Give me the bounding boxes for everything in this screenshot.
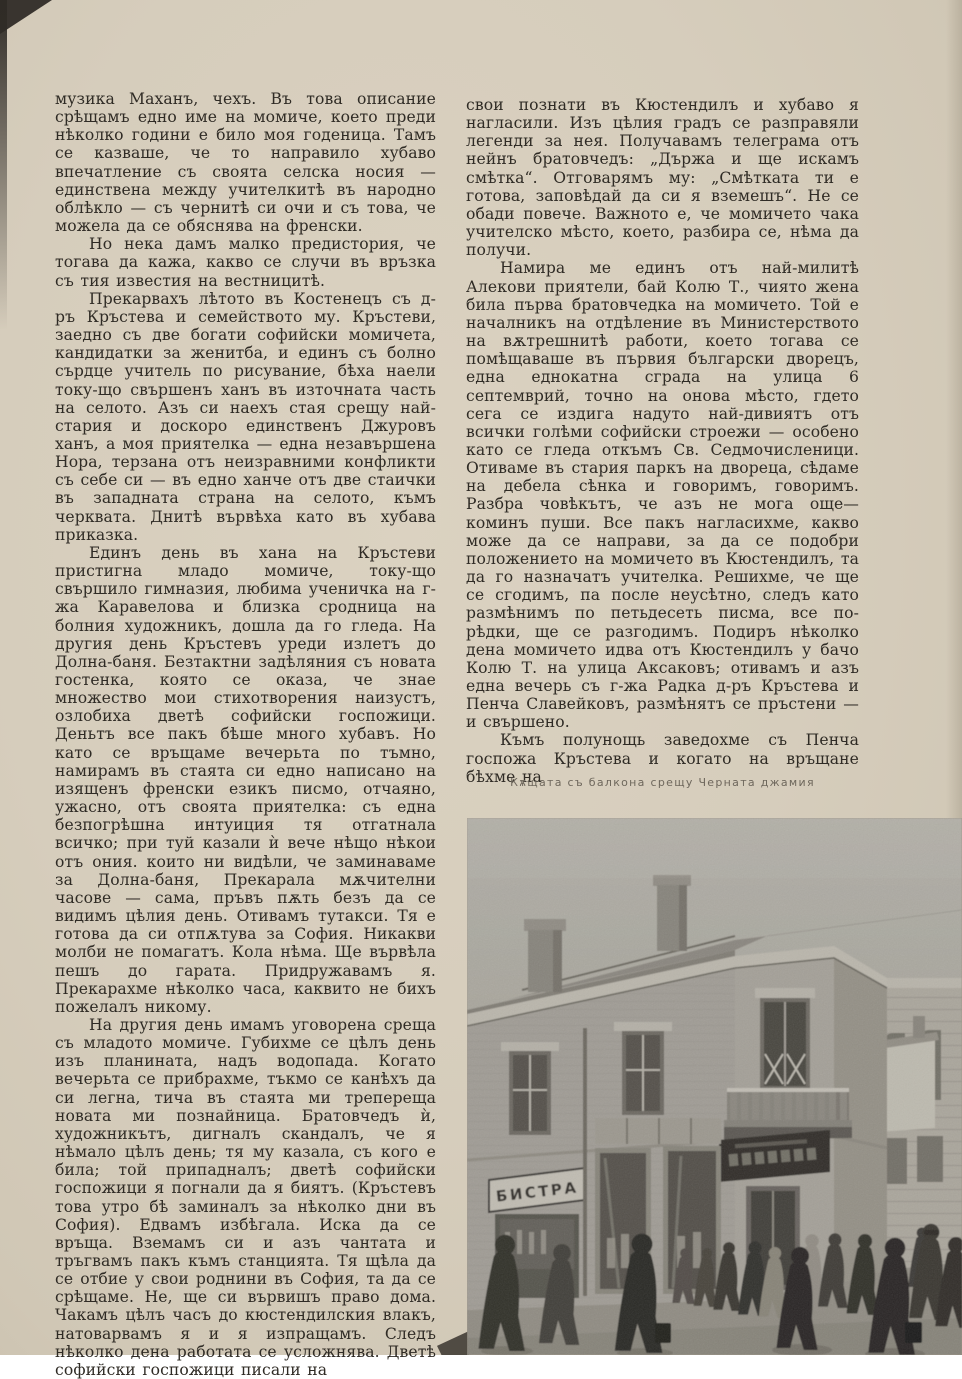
paragraph: Прекарвахъ лѣтото въ Костенецъ съ д-ръ Кръстева и семейството му. Кръстеви, заедно съ две богати софийски момичета, кандидатки за женитба, и единъ съ болно сърдце учитель по рисувание, бѣха наели току-що свършенъ ханъ въ източната часть на селото. Азъ си наехъ стая срещу най-стария и доскоро единственъ Джуровъ ханъ, а моя приятелка — една незавършена Нора, терзана отъ неизравними конфликти съ себе си — въ едно ханче отъ две стаички въ западната страна на селото, къмъ черквата. Днитѣ вървѣха като въ хубава приказка.: [55, 289, 436, 544]
bistra-sign-label: БИСТРА: [495, 1178, 580, 1206]
photo-caption: Кѫщата съ балкона срещу Черната джамия: [510, 776, 815, 789]
paragraph: На другия день имамъ уговорена среща съ младото момиче. Губихме се цѣлъ день изъ планината, надъ водопада. Когато вечерьта се прибрахме, тъкмо се канѣхъ да си легна, тича въ стаята ми трепереща новата ми познайница. Братовчедъ ѝ, художникътъ, дигналъ скандалъ, че я нѣмало цѣлъ день; тя му казала, съ кого е била; той припадналъ; дветѣ софийски госпожици я погнали да я биятъ. (Кръстевъ това утро бѣ заминалъ за нѣколко дни въ София). Едвамъ избѣгала. Иска да се връща. Вземамъ си и азъ чантата и тръгвамъ пакъ къмъ станцията. Тя щѣла да се отбие у свои роднини въ София, та да се срѣщаме. Не, ще си вървишъ право дома. Чакамъ цѣлъ часъ до кюстендилския влакъ, натоварвамъ я и я изпращамъ. Следъ нѣколко дена работата се усложнява. Дветѣ софийски госпожици писали на: [55, 1015, 436, 1379]
photo-grain: [467, 818, 962, 1355]
paragraph: свои познати въ Кюстендилъ и хубаво я нагласили. Изъ цѣлия градъ се разправяли легенди за нея. Получавамъ телеграма отъ нейнъ братовчедъ: „Държа и ще искамъ смѣтка“. Отговарямъ му: „Смѣтката ти е готова, заповѣдай да си я вземешъ“. Не се обади повече. Важното е, че момичето чака учителско мѣсто, което, разбира се, нѣма да получи.: [466, 96, 859, 260]
paragraph: музика Маханъ, чехъ. Въ това описание срѣщамъ едно име на момиче, което преди нѣколко години е било моя годеница. Тамъ се казваше, че то направило хубаво впечатление съ своята селска носия — единствена между учителкитѣ въ народно облѣкло — съ чернитѣ си очи и съ това, че можела да се обяснява на френски.: [55, 90, 436, 236]
left-text-column: [55, 90, 436, 1379]
paragraph: Намира ме единъ отъ най-милитѣ Алекови приятели, бай Колю Т., чиято жена била първа братовчедка на момичето. Той е началникъ на отдѣление въ Министерството на вѫтрешнитѣ работи, което тогава се помѣщаваше въ първия български дворецъ, една еднокатна сграда на улица 6 септемврий, точно на онова мѣсто, гдето сега се издига надуто най-дивиятъ отъ всички голѣми софийски строежи — особено като се гледа откъмъ Св. Седмочисленици. Отиваме въ стария паркъ на двореца, сѣдаме на дебела сѣнка и говоримъ, говоримъ. Разбра човѣкътъ, че азъ не мога още—коминъ пуши. Все пакъ нагласихме, какво може да се направи, за да се подобри положението на момичето въ Кюстендилъ, та да го назначатъ учителка. Решихме, че ще се сгодимъ, па после неусѣтно, следъ като размѣнимъ по петьдесеть писма, все по-рѣдки, ще се разгодимъ. Подиръ нѣколко дена момичето идва отъ Кюстендилъ у бачо Колю Т. на улица Аксаковъ; отивамъ и азъ една вечерь съ г-жа Радка д-ръ Кръстева и Пенча Славейковъ, размѣнятъ се пръстени — и свършено.: [466, 259, 859, 732]
paragraph: Къмъ полунощь заведохме съ Пенча госпожа Кръстева и когато на връщане бѣхме на: [466, 731, 859, 786]
paragraph: Единъ день въ хана на Кръстеви пристигна младо момиче, току-що свършило гимназия, любима ученичка на г-жа Каравелова и близка сродница на болния художникъ, дошла да го гледа. На другия день Кръстевъ уреди излетъ до Долна-баня. Безтактни задѣляния съ новата гостенка, която се оказа, че знае множество мои стихотворения наизустъ, озлобиха дветѣ софийски госпожици. Деньтъ все пакъ бѣше много хубавъ. Но като се връщаме вечерьта по тъмно, намирамъ въ стаята си едно написано на изященъ френски езикъ писмо, отчаяно, ужасно, отъ своята приятелка: съ една безпогрѣшна интуиция тя отгатнала всичко; при туй казали ѝ вече нѣщо нѣкои отъ ония. които ни видѣли, че заминаваме за Долна-баня, Прекарала мѫчителни часове — сама, пръвъ пѫть безъ да се видимъ цѣлия день. Отивамъ тутакси. Тя е готова да си отпѫтува за София. Никакви молби не помагатъ. Кола нѣма. Ще вървѣла пешъ до гарата. Придружавамъ я. Прекарахме нѣколко часа, каквито не бихъ пожелалъ никому.: [55, 543, 436, 1016]
paragraph: Но нека дамъ малко предистория, че тогава да кажа, какво се случи въ връзка съ тия известия на вестницитѣ.: [55, 235, 436, 290]
scan-edge-artifact: [0, 0, 7, 330]
photo-illustration: [467, 818, 962, 1355]
scan-bottom-artifact: [437, 1331, 469, 1355]
photo-corner-house: [467, 818, 962, 1355]
scan-corner-artifact: [0, 0, 52, 34]
